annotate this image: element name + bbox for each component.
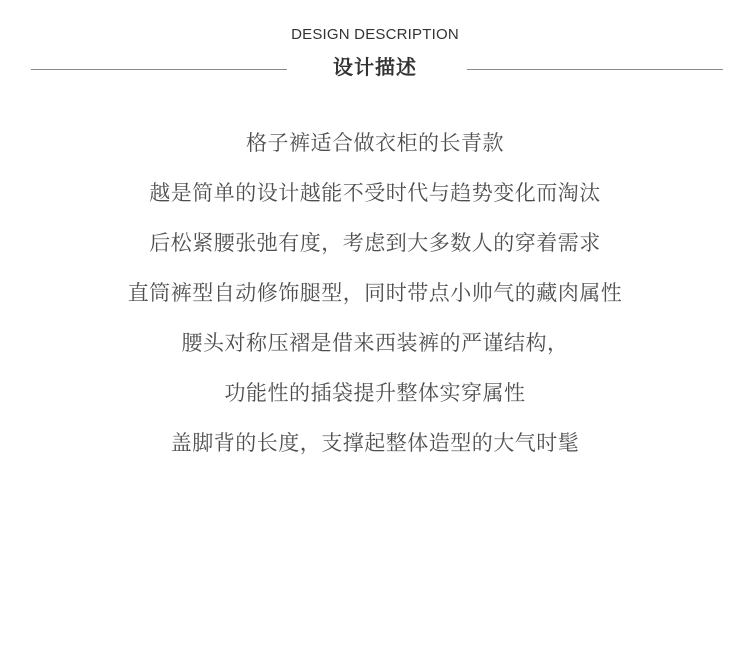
description-line: 腰头对称压褶是借来西装裤的严谨结构，	[181, 331, 569, 355]
description-line: 格子裤适合做衣柜的长青款	[246, 131, 504, 155]
section-title-chinese: 设计描述	[333, 55, 417, 79]
description-line: 功能性的插袋提升整体实穿属性	[224, 381, 526, 405]
description-line: 直筒裤型自动修饰腿型，同时带点小帅气的藏肉属性	[127, 281, 623, 305]
description-text-block	[0, 118, 750, 468]
description-line: 越是简单的设计越能不受时代与趋势变化而淘汰	[149, 181, 601, 205]
header-divider-right	[467, 69, 723, 70]
section-title-english: DESIGN DESCRIPTION	[291, 26, 459, 43]
description-line: 后松紧腰张弛有度，考虑到大多数人的穿着需求	[149, 231, 601, 255]
description-line: 盖脚背的长度，支撑起整体造型的大气时髦	[170, 431, 580, 455]
